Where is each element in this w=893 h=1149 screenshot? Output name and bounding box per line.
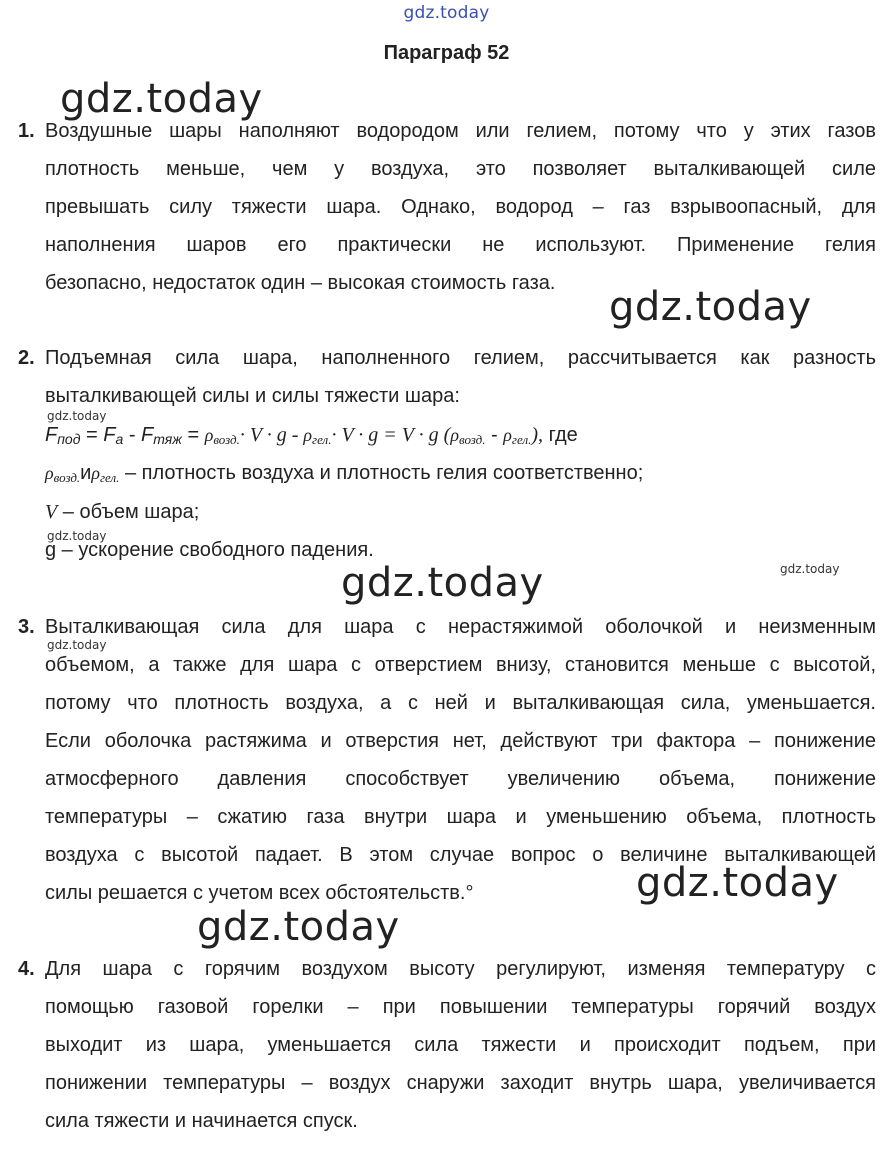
text-line: понижении температуры – воздух снаружи заходит внутрь шара, увеличивается — [45, 1072, 876, 1094]
text-line: наполнения шаров его практически не используют. Применение гелия — [45, 234, 876, 256]
text-line: безопасно, недостаток один – высокая стоимость газа. — [45, 272, 556, 294]
text-line: сила тяжести и начинается спуск. — [45, 1110, 358, 1132]
watermark-small: gdz.today — [47, 529, 107, 543]
watermark-large: gdz.today — [197, 904, 400, 950]
text-line: Подъемная сила шара, наполненного гелием, рассчитывается как разность — [45, 347, 876, 369]
watermark-small: gdz.today — [47, 409, 107, 423]
text-line: Воздушные шары наполняют водородом или гелием, потому что у этих газов — [45, 120, 876, 142]
definition-rho: ρвозд.иρгел. – плотность воздуха и плотность гелия соответственно; — [45, 462, 644, 485]
lift-force-formula: Fпод = Fа - Fтяж = ρвозд.· V · g - ρгел.· V · g = V · g (ρвозд. - ρгел.), где — [45, 424, 578, 447]
text-line: помощью газовой горелки – при повышении температуры горячий воздух — [45, 996, 876, 1018]
text-line: плотность меньше, чем у воздуха, это позволяет выталкивающей силе — [45, 158, 876, 180]
item-number: 1. — [18, 120, 35, 142]
page-title: Параграф 52 — [383, 42, 510, 64]
text-line: Если оболочка растяжима и отверстия нет, действуют три фактора – понижение — [45, 730, 876, 752]
text-line: выходит из шара, уменьшается сила тяжести и происходит подъем, при — [45, 1034, 876, 1056]
item-number: 3. — [18, 616, 35, 638]
text-line: объемом, а также для шара с отверстием внизу, становится меньше с высотой, — [45, 654, 876, 676]
text-line: силы решается с учетом всех обстоятельств.° — [45, 882, 474, 904]
watermark-small: gdz.today — [780, 562, 840, 576]
watermark-large: gdz.today — [60, 76, 263, 122]
watermark-large: gdz.today — [636, 860, 839, 906]
text-line: Выталкивающая сила для шара с нерастяжимой оболочкой и неизменным — [45, 616, 876, 638]
text-line: воздуха с высотой падает. В этом случае вопрос о величине выталкивающей — [45, 844, 876, 866]
definition-g: g – ускорение свободного падения. — [45, 539, 374, 561]
text-line: превышать силу тяжести шара. Однако, водород – газ взрывоопасный, для — [45, 196, 876, 218]
item-number: 2. — [18, 347, 35, 369]
text-line: температуры – сжатию газа внутри шара и уменьшению объема, плотность — [45, 806, 876, 828]
watermark-large: gdz.today — [609, 284, 812, 330]
text-line: Для шара с горячим воздухом высоту регулируют, изменяя температуру с — [45, 958, 876, 980]
definition-volume: V – объем шара; — [45, 501, 200, 523]
text-line: атмосферного давления способствует увеличению объема, понижение — [45, 768, 876, 790]
text-line: потому что плотность воздуха, а с ней и выталкивающая сила, уменьшается. — [45, 692, 876, 714]
text-line: выталкивающей силы и силы тяжести шара: — [45, 385, 460, 407]
watermark-small: gdz.today — [47, 638, 107, 652]
watermark-top: gdz.today — [403, 3, 490, 23]
watermark-large: gdz.today — [341, 560, 544, 606]
item-number: 4. — [18, 958, 35, 980]
